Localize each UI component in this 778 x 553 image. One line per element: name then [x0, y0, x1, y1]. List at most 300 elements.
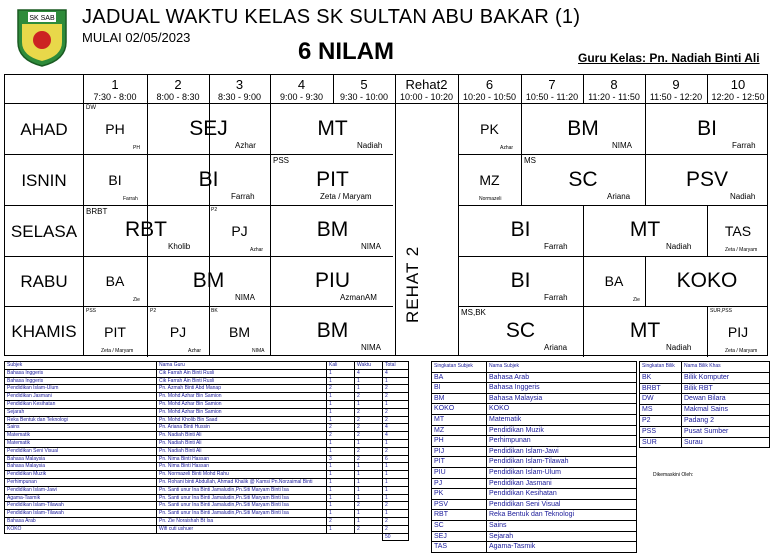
- cell-teacher: Zie: [133, 297, 140, 303]
- subject-table: [431, 361, 637, 553]
- table-row: [5, 400, 409, 408]
- table-cell: Bahasa Arab: [5, 517, 157, 525]
- table-cell: 1: [355, 400, 383, 408]
- table-cell: [327, 533, 355, 541]
- table-cell: Bahasa Arab: [487, 372, 637, 383]
- cell-teacher: Nadiah: [666, 242, 692, 251]
- table-cell: Pn. Santi unur Ina Binti Jamaludin,Pn.Siti Maryam Binti Isa: [157, 486, 327, 494]
- table-cell: 1: [355, 510, 383, 518]
- table-cell: 1: [383, 439, 409, 447]
- table-cell: Pendidikan Jasmani: [487, 478, 637, 489]
- table-cell: Pendidikan Muzik: [487, 425, 637, 436]
- room-code: DW: [86, 105, 96, 111]
- table-cell: 1: [383, 400, 409, 408]
- table-cell: Matematik: [5, 439, 157, 447]
- table-cell: DW: [640, 394, 682, 405]
- cell-teacher: Azhar: [188, 348, 202, 354]
- table-cell: [355, 533, 383, 541]
- table-cell: Wifi cuti ushuer: [157, 525, 327, 533]
- table-cell: Pendidikan Islam-Tilawah: [5, 510, 157, 518]
- table-cell: 4: [383, 432, 409, 440]
- table-cell: Pendidikan Islam-Jawi: [5, 486, 157, 494]
- cell-teacher: Farrah: [544, 293, 568, 302]
- cell-subject: MT: [629, 218, 661, 241]
- table-cell: Pn. Santi unur Ina Binti Jamaludin,Pn.Siti Maryam Binti Isa: [157, 494, 327, 502]
- table-cell: Surau: [682, 437, 770, 448]
- table-cell: Reka Bentuk dan Teknologi: [5, 416, 157, 424]
- table-cell: 2: [327, 385, 355, 393]
- cell-teacher: Zeta / Maryam: [725, 348, 758, 354]
- table-cell: 4: [383, 424, 409, 432]
- table-cell: Pn. Ariana Binti Hussin: [157, 424, 327, 432]
- table-row: [432, 414, 637, 425]
- table-cell: Bahasa Inggeris: [5, 369, 157, 377]
- cell-subject: PIU: [314, 269, 350, 292]
- table-cell: 1: [327, 510, 355, 518]
- table-cell: BK: [640, 372, 682, 383]
- teacher-table: [4, 361, 409, 541]
- table-row: [432, 520, 637, 531]
- table-row: [5, 494, 409, 502]
- cell-teacher: Ariana: [544, 343, 568, 352]
- page-title: JADUAL WAKTU KELAS SK SULTAN ABU BAKAR (1): [82, 6, 581, 28]
- cell-teacher: NIMA: [612, 141, 632, 150]
- cell-teacher: Farrah: [732, 141, 756, 150]
- table-row: [640, 437, 770, 448]
- table-cell: 1: [327, 408, 355, 416]
- start-date: MULAI 02/05/2023: [82, 30, 191, 45]
- table-cell: Pendidikan Islam-Tilawah: [487, 457, 637, 468]
- table-row: [432, 489, 637, 500]
- table-row: [5, 408, 409, 416]
- cell-teacher: NIMA: [235, 293, 255, 302]
- cell-subject: SC: [568, 168, 598, 191]
- table-cell: BI: [432, 383, 487, 394]
- period-time: 10:50 - 11:20: [525, 92, 579, 102]
- table-row: [432, 499, 637, 510]
- cell-subject: PH: [105, 121, 125, 137]
- table-cell: 2: [355, 432, 383, 440]
- table-cell: Pendidikan Seni Visual: [487, 499, 637, 510]
- table-row: [432, 531, 637, 542]
- table-cell: BA: [432, 372, 487, 383]
- table-cell: Matematik: [487, 414, 637, 425]
- cell-teacher: Farrah: [544, 242, 568, 251]
- table-cell: 2: [383, 502, 409, 510]
- table-row: [432, 383, 637, 394]
- period-time: 10:20 - 10:50: [462, 92, 517, 102]
- table-cell: 1: [383, 510, 409, 518]
- table-cell: 50: [383, 533, 409, 541]
- table-row: [432, 372, 637, 383]
- period-time: 7:30 - 8:00: [93, 92, 137, 102]
- period-num: Rehat2: [405, 77, 448, 92]
- table-cell: 1: [383, 478, 409, 486]
- cell-subject: TAS: [724, 223, 752, 239]
- table-cell: Pendidikan Kesihatan: [5, 400, 157, 408]
- table-cell: KOKO: [5, 525, 157, 533]
- table-cell: Pendidikan Muzik: [5, 471, 157, 479]
- period-time: 12:20 - 12:50: [711, 92, 765, 102]
- col-header: Nama Bilik Khas: [682, 362, 770, 373]
- table-cell: Pn. Nadiah Binti Ali: [157, 432, 327, 440]
- table-header-row: [640, 362, 770, 373]
- table-cell: PIJ: [432, 446, 487, 457]
- table-row: [640, 383, 770, 394]
- cell-teacher: Azhar: [500, 145, 514, 151]
- table-cell: 2: [383, 517, 409, 525]
- table-cell: 1: [327, 416, 355, 424]
- cell-teacher: Zeta / Maryam: [320, 192, 372, 201]
- cell-subject: BI: [510, 269, 531, 292]
- table-cell: PK: [432, 489, 487, 500]
- col-header: Kali: [327, 362, 355, 370]
- table-row: [432, 478, 637, 489]
- cell-subject: PIT: [316, 168, 349, 191]
- period-time: 8:00 - 8:30: [156, 92, 200, 102]
- table-cell: 2: [327, 424, 355, 432]
- cell-subject: BA: [604, 273, 624, 289]
- table-row: [640, 415, 770, 426]
- cell-subject: PJ: [169, 324, 187, 340]
- table-cell: Pendidikan Jasmani: [5, 393, 157, 401]
- period-num: 10: [730, 77, 746, 92]
- period-num: 8: [610, 77, 618, 92]
- table-cell: 2: [355, 447, 383, 455]
- table-cell: Agama-Tasmik: [5, 494, 157, 502]
- table-row: [640, 394, 770, 405]
- updated-by-label: Dikemaskini Oleh:: [653, 472, 694, 478]
- table-cell: 2: [355, 416, 383, 424]
- cell-subject: BI: [510, 218, 531, 241]
- table-cell: Sejarah: [487, 531, 637, 542]
- cell-subject: BI: [108, 172, 122, 188]
- period-num: 9: [672, 77, 680, 92]
- table-cell: PIT: [432, 457, 487, 468]
- table-cell: Pendidikan Islam-Ulum: [487, 467, 637, 478]
- logo-text: SK SAB: [29, 15, 55, 22]
- table-cell: 1: [355, 377, 383, 385]
- table-cell: Pn. Mohd Azhar Bin Samion: [157, 408, 327, 416]
- period-time: 11:50 - 12:20: [649, 92, 703, 102]
- table-row: [432, 404, 637, 415]
- room-code: MS,BK: [461, 308, 486, 317]
- cell-subject: MZ: [479, 172, 500, 188]
- cell-teacher: Farrah: [123, 196, 138, 202]
- col-header: Waktu: [355, 362, 383, 370]
- table-row: [432, 425, 637, 436]
- cell-subject: BI: [198, 168, 219, 191]
- table-cell: Makmal Sains: [682, 405, 770, 416]
- table-cell: KOKO: [432, 404, 487, 415]
- cell-teacher: Azhar: [235, 141, 256, 150]
- table-cell: 1: [355, 439, 383, 447]
- cell-teacher: Nadiah: [730, 192, 756, 201]
- room-code: BK: [211, 308, 218, 314]
- table-cell: Pn. Rohani binti Abdullah, Ahmad Khalik @ Kamsi Pn.Norzaimal Binti: [157, 478, 327, 486]
- table-cell: BRBT: [640, 383, 682, 394]
- table-row: [5, 463, 409, 471]
- table-cell: 1: [327, 494, 355, 502]
- period-num: 6: [485, 77, 494, 92]
- cell-subject: BI: [697, 117, 717, 140]
- table-cell: Pn. Nima Binti Hassan: [157, 455, 327, 463]
- room-code: PSS: [273, 156, 290, 165]
- table-row: [5, 510, 409, 518]
- table-cell: Agama-Tasmik: [487, 542, 637, 553]
- table-cell: RBT: [432, 510, 487, 521]
- table-row: [432, 436, 637, 447]
- table-cell: SC: [432, 520, 487, 531]
- table-row: [5, 447, 409, 455]
- cell-subject: BM: [192, 269, 225, 292]
- table-row: [5, 517, 409, 525]
- table-cell: Pusat Sumber: [682, 426, 770, 437]
- table-cell: 2: [355, 408, 383, 416]
- table-cell: MS: [640, 405, 682, 416]
- table-cell: BM: [432, 393, 487, 404]
- table-row: [5, 525, 409, 533]
- table-cell: Sains: [5, 424, 157, 432]
- table-cell: 2: [355, 525, 383, 533]
- room-table: [639, 361, 770, 448]
- table-cell: 1: [355, 486, 383, 494]
- period-time: 8:30 - 9:00: [217, 92, 262, 102]
- table-cell: Pn. Nadiah Binti Ali: [157, 447, 327, 455]
- table-row: [432, 467, 637, 478]
- table-header-row: [5, 362, 409, 370]
- table-cell: 1: [355, 471, 383, 479]
- room-code: P2: [150, 308, 157, 314]
- cell-subject: SEJ: [189, 117, 228, 140]
- table-cell: 2: [383, 416, 409, 424]
- room-code: PSS: [86, 308, 97, 314]
- table-row: [5, 424, 409, 432]
- table-cell: PSV: [432, 499, 487, 510]
- col-header: Subjek: [5, 362, 157, 370]
- table-cell: 3: [327, 455, 355, 463]
- table-row: [5, 393, 409, 401]
- table-row: [5, 369, 409, 377]
- table-cell: Pn. Mohd Azhar Bin Samion: [157, 393, 327, 401]
- table-row: [5, 439, 409, 447]
- cell-teacher: Farrah: [231, 192, 255, 201]
- period-num: 5: [360, 77, 368, 92]
- table-cell: 4: [383, 369, 409, 377]
- cell-teacher: Zeta / Maryam: [101, 348, 134, 354]
- table-row: [432, 446, 637, 457]
- cell-subject: BA: [105, 273, 125, 289]
- table-cell: Pn. Mohd Azhar Bin Samion: [157, 400, 327, 408]
- room-code: SUR,PSS: [710, 308, 732, 314]
- cell-teacher: PH: [133, 145, 140, 151]
- cell-teacher: NIMA: [361, 343, 381, 352]
- cell-subject: MT: [629, 319, 661, 342]
- table-cell: [157, 533, 327, 541]
- class-name: 6 NILAM: [298, 38, 394, 65]
- table-cell: 1: [327, 471, 355, 479]
- table-cell: 1: [355, 385, 383, 393]
- table-cell: Pn. Nima Binti Hassan: [157, 463, 327, 471]
- day-label: ISNIN: [21, 171, 67, 190]
- cell-subject: BM: [567, 117, 599, 140]
- period-time: 10:00 - 10:20: [399, 92, 454, 102]
- table-cell: 2: [327, 432, 355, 440]
- room-code: MS: [524, 156, 536, 165]
- table-cell: 1: [327, 369, 355, 377]
- class-teacher: Guru Kelas: Pn. Nadiah Binti Ali: [578, 51, 760, 65]
- table-cell: 1: [383, 463, 409, 471]
- table-row: [5, 385, 409, 393]
- table-cell: Bilik Komputer: [682, 372, 770, 383]
- cell-subject: PIT: [104, 324, 126, 340]
- table-cell: 1: [383, 494, 409, 502]
- school-logo: [14, 6, 70, 68]
- table-cell: Pn. Santi unur Ina Binti Jamaludin,Pn.Siti Maryam Binti Isa: [157, 502, 327, 510]
- table-cell: MZ: [432, 425, 487, 436]
- cell-subject: BM: [316, 319, 349, 342]
- table-cell: Pendidikan Kesihatan: [487, 489, 637, 500]
- table-row: [5, 486, 409, 494]
- room-code: BRBT: [86, 207, 108, 216]
- table-cell: 1: [327, 439, 355, 447]
- cell-teacher: Zeta / Maryam: [725, 247, 758, 253]
- period-time: 11:20 - 11:50: [588, 92, 640, 102]
- table-row: [5, 533, 409, 541]
- table-row: [5, 416, 409, 424]
- table-cell: Pn. Mohd Kholib Bin Saad: [157, 416, 327, 424]
- day-label: SELASA: [10, 222, 78, 241]
- table-cell: Pendidikan Seni Visual: [5, 447, 157, 455]
- table-row: [432, 457, 637, 468]
- table-row: [5, 455, 409, 463]
- room-code: P2: [211, 207, 218, 213]
- table-cell: Bilik RBT: [682, 383, 770, 394]
- table-cell: 1: [327, 525, 355, 533]
- table-cell: 1: [383, 471, 409, 479]
- cell-subject: BM: [316, 218, 349, 241]
- rehat-label: REHAT 2: [403, 245, 422, 323]
- table-cell: Perhimpunan: [5, 478, 157, 486]
- cell-subject: MT: [317, 117, 348, 140]
- table-cell: Cik Farrah Ain Binti Rusli: [157, 369, 327, 377]
- table-cell: Bahasa Malaysia: [487, 393, 637, 404]
- table-cell: 1: [327, 478, 355, 486]
- table-cell: Pendidikan Islam-Ulum: [5, 385, 157, 393]
- day-label: AHAD: [20, 120, 68, 139]
- table-cell: 1: [327, 447, 355, 455]
- day-label: KHAMIS: [11, 322, 77, 341]
- day-label: RABU: [20, 272, 68, 291]
- table-row: [432, 542, 637, 553]
- table-cell: 2: [355, 455, 383, 463]
- cell-subject: RBT: [125, 218, 167, 241]
- table-cell: 2: [327, 517, 355, 525]
- table-cell: 2: [383, 525, 409, 533]
- cell-teacher: NIMA: [361, 242, 381, 251]
- timetable-grid: [4, 74, 768, 356]
- table-cell: Bahasa Inggeris: [5, 377, 157, 385]
- table-cell: Perhimpunan: [487, 436, 637, 447]
- table-cell: 1: [355, 478, 383, 486]
- table-row: [5, 502, 409, 510]
- table-cell: P2: [640, 415, 682, 426]
- table-cell: MT: [432, 414, 487, 425]
- table-row: [640, 405, 770, 416]
- period-num: 1: [111, 77, 119, 92]
- table-cell: Sejarah: [5, 408, 157, 416]
- table-row: [640, 426, 770, 437]
- table-cell: 1: [355, 517, 383, 525]
- table-cell: 1: [327, 400, 355, 408]
- table-cell: 1: [327, 486, 355, 494]
- table-cell: SEJ: [432, 531, 487, 542]
- table-row: [432, 510, 637, 521]
- table-cell: Pn. Normazeli Binti Mohd Rahu: [157, 471, 327, 479]
- table-cell: Reka Bentuk dan Teknologi: [487, 510, 637, 521]
- period-num: 4: [297, 77, 306, 92]
- table-cell: 2: [355, 393, 383, 401]
- col-header: Total: [383, 362, 409, 370]
- cell-teacher: AzmanAM: [340, 293, 377, 302]
- table-cell: [5, 533, 157, 541]
- table-row: [5, 377, 409, 385]
- table-cell: 2: [383, 447, 409, 455]
- table-row: [5, 478, 409, 486]
- cell-teacher: Nadiah: [666, 343, 692, 352]
- table-cell: Bahasa Inggeris: [487, 383, 637, 394]
- table-row: [640, 372, 770, 383]
- table-cell: 2: [355, 502, 383, 510]
- period-num: 2: [174, 77, 182, 92]
- cell-teacher: Normazeli: [479, 196, 502, 202]
- table-cell: Padang 2: [682, 415, 770, 426]
- table-cell: 1: [327, 502, 355, 510]
- table-cell: Pendidikan Islam-Tilawah: [5, 502, 157, 510]
- table-cell: PIU: [432, 467, 487, 478]
- period-num: 3: [235, 77, 244, 92]
- period-num: 7: [548, 77, 556, 92]
- period-time: 9:00 - 9:30: [279, 92, 324, 102]
- period-time: 9:30 - 10:00: [339, 92, 389, 102]
- col-header: Singkatan Bilik: [640, 362, 682, 373]
- cell-subject: BM: [229, 324, 250, 340]
- cell-subject: PJ: [231, 223, 248, 239]
- table-cell: Pn. Nadiah Binti Ali: [157, 439, 327, 447]
- col-header: Nama Guru: [157, 362, 327, 370]
- table-row: [5, 432, 409, 440]
- cell-subject: PK: [480, 121, 499, 137]
- cell-subject: PSV: [685, 168, 729, 191]
- table-cell: 2: [383, 408, 409, 416]
- col-header: Singkatan Subjek: [432, 362, 487, 373]
- cell-teacher: Nadiah: [357, 141, 383, 150]
- table-row: [5, 471, 409, 479]
- table-cell: 1: [327, 393, 355, 401]
- table-cell: Bahasa Malaysia: [5, 455, 157, 463]
- table-cell: 1: [383, 486, 409, 494]
- table-cell: KOKO: [487, 404, 637, 415]
- table-cell: 2: [383, 385, 409, 393]
- table-header-row: [432, 362, 637, 373]
- table-cell: Pn. Santi unur Ina Binti Jamaludin,Pn.Siti Maryam Binti Isa: [157, 510, 327, 518]
- table-cell: 6: [383, 455, 409, 463]
- table-cell: PSS: [640, 426, 682, 437]
- table-cell: Pn. Azmah Binti Abd Manap: [157, 385, 327, 393]
- table-cell: Bahasa Malaysia: [5, 463, 157, 471]
- table-cell: 4: [355, 369, 383, 377]
- table-cell: 1: [383, 377, 409, 385]
